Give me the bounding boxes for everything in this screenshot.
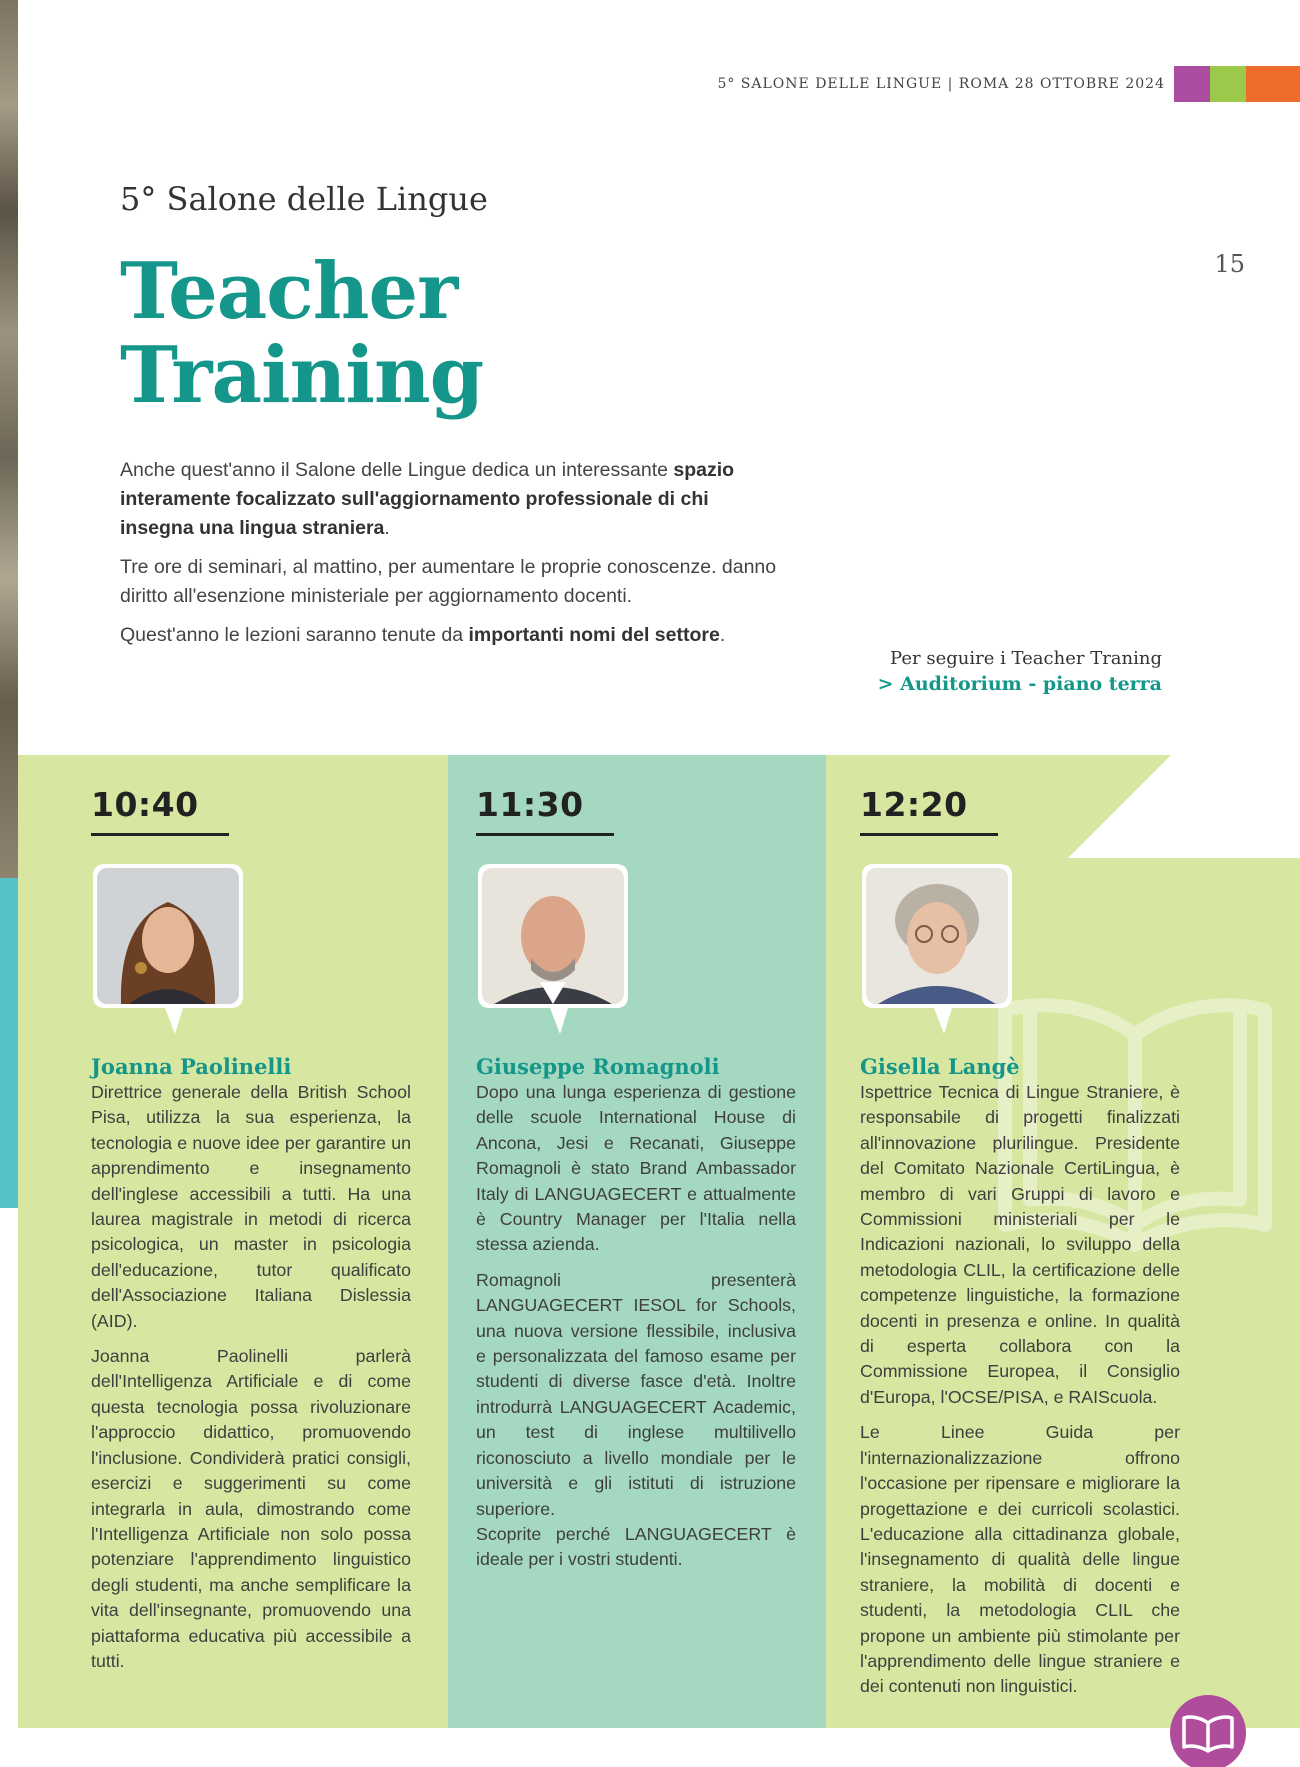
header-color-blocks [1174, 66, 1300, 102]
green-block [1210, 66, 1246, 102]
title-line-2: Training [120, 330, 484, 421]
intro-p3-bold: importanti nomi del settore [468, 624, 720, 646]
time-rule [476, 833, 614, 836]
intro-paragraph-1 [120, 456, 780, 543]
book-icon [1170, 1695, 1246, 1767]
portrait-gisella [860, 862, 1014, 1040]
intro-p1-end: . [384, 517, 390, 539]
running-header: 5° SALONE DELLE LINGUE | ROMA 28 OTTOBRE 2024 [717, 76, 1165, 92]
location-label: Per seguire i Teacher Traning [890, 648, 1162, 669]
speaker-bio [476, 1080, 796, 1573]
cover-photo-edge [0, 0, 18, 878]
session-time: 12:20 [860, 785, 968, 824]
speech-bubble-portrait-icon [860, 862, 1014, 1010]
time-rule [860, 833, 998, 836]
bio-paragraph: Joanna Paolinelli parlerà dell'Intelligenza Artificiale e di come questa tecnologia possa rivoluzionare l'approccio didattico, promuovendo l'inclusione. Condividerà pratici consigli, esercizi e suggerimenti su come integrarla in aula, dimostrando come l'Intelligenza Artificiale non solo possa potenziare l'apprendimento linguistico degli studenti, ma anche semplificare la vita dell'insegnante, promuovendo una piattaforma educativa più accessibile a tutti. [91, 1346, 411, 1671]
intro-p3-end: . [719, 624, 726, 646]
intro-p1-text: Anche quest'anno il Salone delle Lingue dedica un interessante [120, 459, 674, 481]
intro-text [120, 456, 780, 660]
session-column-2 [476, 755, 796, 1583]
intro-paragraph-3 [120, 621, 780, 650]
speech-bubble-portrait-icon [91, 862, 245, 1010]
speech-bubble-portrait-icon [476, 862, 630, 1010]
speaker-bio [860, 1080, 1180, 1700]
speaker-name: Giuseppe Romagnoli [476, 1054, 720, 1079]
bio-paragraph: Dopo una lunga esperienza di gestione delle scuole International House di Ancona, Jesi e Recanati, Giuseppe Romagnoli è stato Brand Ambassador Italy di LANGUAGECERT e attualmente è Country Manager per l'Italia nella stessa azienda. [476, 1082, 796, 1255]
intro-paragraph-2: Tre ore di seminari, al mattino, per aumentare le proprie conoscenze. danno diritto all'esenzione ministeriale per aggiornamento docenti. [120, 556, 777, 607]
time-rule [91, 833, 229, 836]
page-title [120, 246, 484, 421]
intro-p3-text: Quest'anno le lezioni saranno tenute da [120, 624, 469, 646]
intro-p1-bold: spazio interamente focalizzato sull'aggiornamento professionale di chi insegna una lingua straniera [120, 459, 735, 539]
bio-paragraph: Ispettrice Tecnica di Lingue Straniere, è responsabile di progetti finalizzati all'innovazione plurilingue. Presidente del Comitato Nazionale CertiLingua, è membro di vari Gruppi di lavoro e Commissioni ministeriali per le Indicazioni nazionali, lo sviluppo della metodologia CLIL, la certificazione delle competenze linguistiche, la formazione docenti in presenza e online. In qualità di esperta collabora con la Commissione Europea, il Consiglio d'Europa, l'OCSE/PISA, e RAIScuola. [860, 1082, 1180, 1407]
speaker-bio [91, 1080, 411, 1674]
speaker-name: Joanna Paolinelli [91, 1054, 292, 1079]
session-time: 10:40 [91, 785, 199, 824]
purple-block [1174, 66, 1210, 102]
title-line-1: Teacher [120, 246, 458, 337]
book-badge-icon [1170, 1695, 1246, 1767]
teal-edge-bar [0, 878, 18, 1208]
page-number: 15 [1214, 250, 1245, 278]
location-info [878, 648, 1162, 695]
session-column-1 [91, 755, 411, 1684]
session-time: 11:30 [476, 785, 584, 824]
location-place: > Auditorium - piano terra [877, 673, 1162, 695]
portrait-giuseppe [476, 862, 630, 1040]
portrait-joanna [91, 862, 245, 1040]
orange-block [1246, 66, 1300, 102]
bio-paragraph: Le Linee Guida per l'internazionalizzazione offrono l'occasione per ripensare e migliorare la progettazione e dei curricoli scolastici. L'educazione alla cittadinanza globale, l'insegnamento di qualità delle lingue straniere, la mobilità di docenti e studenti, la metodologia CLIL che propone un ambiente più stimolante per l'apprendimento delle lingue straniere e dei contenuti non linguistici. [860, 1422, 1180, 1697]
speaker-name: Gisella Langè [860, 1054, 1020, 1079]
bio-paragraph: Romagnoli presenterà LANGUAGECERT IESOL for Schools, una nuova versione flessibile, inclusiva e personalizzata del famoso esame per studenti di diverse fasce d'età. Inoltre introdurrà LANGUAGECERT Academic, un test di inglese multilivello riconosciuto a livello mondiale per le università e gli istituti di istruzione superiore. Scoprite perché LANGUAGECERT è ideale per i vostri studenti. [476, 1269, 796, 1570]
section-kicker: 5° Salone delle Lingue [120, 180, 488, 218]
bio-paragraph: Direttrice generale della British School Pisa, utilizza la sua esperienza, la tecnologia e nuove idee per garantire un apprendimento e insegnamento dell'inglese accessibili a tutti. Ha una laurea magistrale in metodi di ricerca psicologica, un master in psicologia dell'educazione, tutor qualificato dell'Associazione Italiana Dislessia (AID). [91, 1082, 411, 1331]
session-column-3 [860, 755, 1180, 1710]
